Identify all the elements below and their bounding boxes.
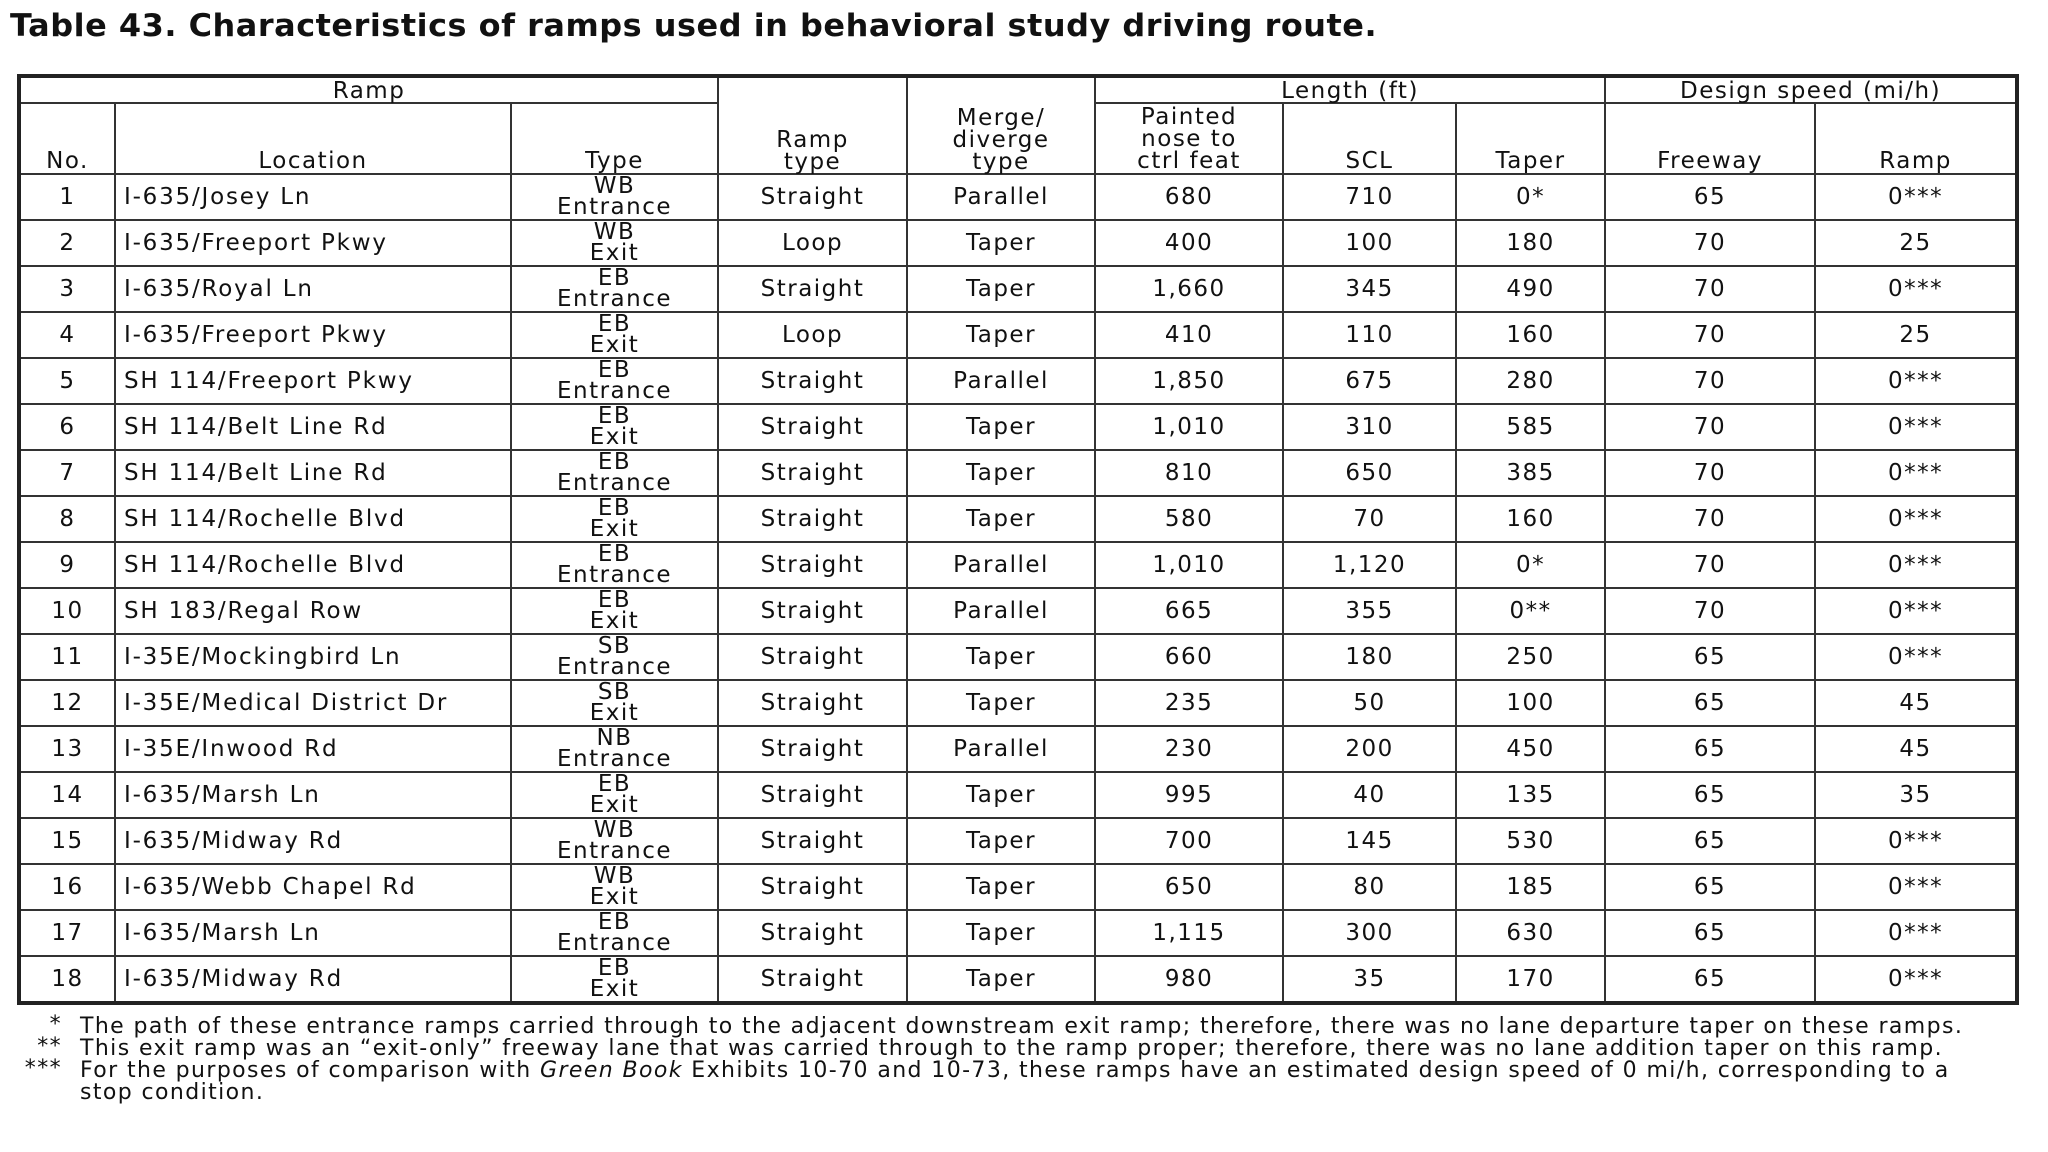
cell-freeway-speed: 70 bbox=[1605, 542, 1815, 588]
cell-ramp-type: Straight bbox=[718, 956, 907, 1003]
cell-type-kind: Entrance bbox=[556, 470, 673, 496]
cell-ramp-speed: 0*** bbox=[1815, 542, 2017, 588]
cell-scl: 40 bbox=[1283, 772, 1456, 818]
cell-merge-type: Taper bbox=[907, 266, 1095, 312]
cell-taper: 0* bbox=[1456, 542, 1605, 588]
cell-ramp-type: Straight bbox=[718, 772, 907, 818]
header-group-design-speed: Design speed (mi/h) bbox=[1605, 76, 2017, 103]
cell-freeway-speed: 65 bbox=[1605, 174, 1815, 220]
table-row bbox=[19, 956, 2017, 1003]
header-ramp-type: Ramp type bbox=[718, 76, 907, 174]
cell-taper: 250 bbox=[1456, 634, 1605, 680]
cell-type-kind: Entrance bbox=[556, 654, 673, 680]
cell-taper: 170 bbox=[1456, 956, 1605, 1003]
cell-no: 12 bbox=[19, 680, 115, 726]
cell-scl: 110 bbox=[1283, 312, 1456, 358]
cell-painted-nose: 810 bbox=[1095, 450, 1283, 496]
cell-type-direction: EB bbox=[597, 541, 632, 567]
cell-ramp-type: Straight bbox=[718, 726, 907, 772]
cell-type-direction: NB bbox=[596, 725, 633, 751]
cell-painted-nose: 410 bbox=[1095, 312, 1283, 358]
cell-freeway-speed: 70 bbox=[1605, 266, 1815, 312]
footnotes bbox=[20, 1012, 2010, 1105]
header-freeway-speed: Freeway bbox=[1605, 103, 1815, 174]
table-body bbox=[19, 174, 2017, 1003]
cell-type-kind: Exit bbox=[589, 332, 640, 358]
cell-freeway-speed: 70 bbox=[1605, 450, 1815, 496]
cell-type-kind: Exit bbox=[589, 240, 640, 266]
cell-painted-nose: 580 bbox=[1095, 496, 1283, 542]
footnote-text: This exit ramp was an “exit-only” freeway lane that was carried through to the ramp proper; therefore, there was no lane addition taper on this ramp. bbox=[80, 1036, 1943, 1061]
cell-ramp-type: Straight bbox=[718, 864, 907, 910]
cell-no: 1 bbox=[19, 174, 115, 220]
cell-no: 2 bbox=[19, 220, 115, 266]
cell-no: 17 bbox=[19, 910, 115, 956]
cell-freeway-speed: 70 bbox=[1605, 588, 1815, 634]
cell-painted-nose: 665 bbox=[1095, 588, 1283, 634]
cell-location: SH 183/Regal Row bbox=[115, 588, 511, 634]
cell-ramp-speed: 0*** bbox=[1815, 496, 2017, 542]
cell-location: I-635/Midway Rd bbox=[115, 956, 511, 1003]
cell-taper: 530 bbox=[1456, 818, 1605, 864]
cell-type-direction: EB bbox=[597, 495, 632, 521]
cell-painted-nose: 680 bbox=[1095, 174, 1283, 220]
cell-type bbox=[511, 588, 718, 634]
cell-type-direction: EB bbox=[597, 955, 632, 981]
cell-scl: 50 bbox=[1283, 680, 1456, 726]
cell-location: I-35E/Mockingbird Ln bbox=[115, 634, 511, 680]
cell-freeway-speed: 70 bbox=[1605, 496, 1815, 542]
cell-taper: 185 bbox=[1456, 864, 1605, 910]
cell-scl: 675 bbox=[1283, 358, 1456, 404]
cell-type-direction: SB bbox=[597, 633, 632, 659]
cell-type bbox=[511, 680, 718, 726]
cell-type bbox=[511, 818, 718, 864]
cell-type-kind: Exit bbox=[589, 884, 640, 910]
cell-ramp-speed: 0*** bbox=[1815, 864, 2017, 910]
cell-type-kind: Exit bbox=[589, 700, 640, 726]
cell-taper: 385 bbox=[1456, 450, 1605, 496]
cell-type-kind: Entrance bbox=[556, 930, 673, 956]
cell-no: 8 bbox=[19, 496, 115, 542]
cell-ramp-speed: 35 bbox=[1815, 772, 2017, 818]
cell-ramp-type: Loop bbox=[718, 312, 907, 358]
table-row bbox=[19, 634, 2017, 680]
header-group-row bbox=[19, 76, 2017, 103]
cell-merge-type: Taper bbox=[907, 404, 1095, 450]
cell-painted-nose: 1,010 bbox=[1095, 542, 1283, 588]
cell-taper: 450 bbox=[1456, 726, 1605, 772]
cell-painted-nose: 400 bbox=[1095, 220, 1283, 266]
cell-taper: 585 bbox=[1456, 404, 1605, 450]
cell-location: I-635/Marsh Ln bbox=[115, 910, 511, 956]
cell-type-direction: EB bbox=[597, 449, 632, 475]
cell-painted-nose: 1,850 bbox=[1095, 358, 1283, 404]
cell-merge-type: Parallel bbox=[907, 726, 1095, 772]
cell-location: SH 114/Rochelle Blvd bbox=[115, 496, 511, 542]
header-location: Location bbox=[115, 103, 511, 174]
table-row bbox=[19, 910, 2017, 956]
header-painted-nose: Painted nose to ctrl feat bbox=[1095, 103, 1283, 174]
cell-type-kind: Entrance bbox=[556, 378, 673, 404]
cell-ramp-speed: 0*** bbox=[1815, 956, 2017, 1003]
table-row bbox=[19, 864, 2017, 910]
cell-painted-nose: 650 bbox=[1095, 864, 1283, 910]
cell-merge-type: Taper bbox=[907, 772, 1095, 818]
cell-type bbox=[511, 450, 718, 496]
table-row bbox=[19, 266, 2017, 312]
cell-type-direction: WB bbox=[593, 817, 636, 843]
table-row bbox=[19, 404, 2017, 450]
cell-type bbox=[511, 174, 718, 220]
table-row bbox=[19, 358, 2017, 404]
cell-ramp-type: Straight bbox=[718, 818, 907, 864]
cell-ramp-speed: 25 bbox=[1815, 312, 2017, 358]
footnote-1 bbox=[20, 1012, 2010, 1039]
cell-type bbox=[511, 542, 718, 588]
cell-ramp-speed: 45 bbox=[1815, 726, 2017, 772]
cell-type bbox=[511, 726, 718, 772]
cell-freeway-speed: 65 bbox=[1605, 772, 1815, 818]
header-taper: Taper bbox=[1456, 103, 1605, 174]
table-row bbox=[19, 772, 2017, 818]
cell-painted-nose: 235 bbox=[1095, 680, 1283, 726]
cell-type-kind: Entrance bbox=[556, 838, 673, 864]
cell-taper: 180 bbox=[1456, 220, 1605, 266]
cell-scl: 145 bbox=[1283, 818, 1456, 864]
header-ramp-speed: Ramp bbox=[1815, 103, 2017, 174]
cell-type-kind: Exit bbox=[589, 516, 640, 542]
cell-painted-nose: 980 bbox=[1095, 956, 1283, 1003]
cell-type-kind: Entrance bbox=[556, 746, 673, 772]
cell-scl: 80 bbox=[1283, 864, 1456, 910]
cell-ramp-speed: 25 bbox=[1815, 220, 2017, 266]
cell-painted-nose: 660 bbox=[1095, 634, 1283, 680]
cell-type-direction: EB bbox=[597, 909, 632, 935]
cell-scl: 1,120 bbox=[1283, 542, 1456, 588]
cell-freeway-speed: 65 bbox=[1605, 910, 1815, 956]
cell-location: SH 114/Belt Line Rd bbox=[115, 404, 511, 450]
cell-ramp-type: Straight bbox=[718, 680, 907, 726]
cell-freeway-speed: 65 bbox=[1605, 818, 1815, 864]
cell-type bbox=[511, 404, 718, 450]
cell-no: 15 bbox=[19, 818, 115, 864]
cell-ramp-type: Straight bbox=[718, 588, 907, 634]
cell-merge-type: Taper bbox=[907, 910, 1095, 956]
cell-ramp-type: Straight bbox=[718, 174, 907, 220]
cell-ramp-type: Straight bbox=[718, 358, 907, 404]
cell-location: I-635/Josey Ln bbox=[115, 174, 511, 220]
header-no: No. bbox=[19, 103, 115, 174]
cell-scl: 35 bbox=[1283, 956, 1456, 1003]
cell-type-kind: Entrance bbox=[556, 286, 673, 312]
footnote-marker: * bbox=[49, 1012, 62, 1037]
cell-type bbox=[511, 956, 718, 1003]
cell-merge-type: Taper bbox=[907, 634, 1095, 680]
cell-ramp-speed: 0*** bbox=[1815, 358, 2017, 404]
cell-location: SH 114/Belt Line Rd bbox=[115, 450, 511, 496]
cell-ramp-speed: 0*** bbox=[1815, 404, 2017, 450]
footnote-text: For the purposes of comparison with Green Book Exhibits 10-70 and 10-73, these ramps have an estimated design speed of 0 mi/h, corresponding to a stop condition. bbox=[80, 1058, 1950, 1105]
cell-ramp-type: Straight bbox=[718, 634, 907, 680]
cell-type-kind: Exit bbox=[589, 976, 640, 1002]
cell-merge-type: Parallel bbox=[907, 588, 1095, 634]
cell-location: I-635/Midway Rd bbox=[115, 818, 511, 864]
cell-type-kind: Entrance bbox=[556, 194, 673, 220]
header-scl: SCL bbox=[1283, 103, 1456, 174]
footnote-3 bbox=[20, 1056, 2010, 1105]
table-row bbox=[19, 818, 2017, 864]
cell-taper: 160 bbox=[1456, 312, 1605, 358]
cell-scl: 100 bbox=[1283, 220, 1456, 266]
cell-taper: 630 bbox=[1456, 910, 1605, 956]
footnote-text: The path of these entrance ramps carried through to the adjacent downstream exit ramp; therefore, there was no lane departure taper on these ramps. bbox=[80, 1014, 1964, 1039]
cell-ramp-type: Straight bbox=[718, 910, 907, 956]
table-title: Table 43. Characteristics of ramps used in behavioral study driving route. bbox=[10, 8, 1378, 44]
cell-location: SH 114/Rochelle Blvd bbox=[115, 542, 511, 588]
cell-type-direction: WB bbox=[593, 863, 636, 889]
cell-scl: 345 bbox=[1283, 266, 1456, 312]
cell-ramp-speed: 0*** bbox=[1815, 174, 2017, 220]
cell-type-direction: SB bbox=[597, 679, 632, 705]
cell-location: SH 114/Freeport Pkwy bbox=[115, 358, 511, 404]
cell-type bbox=[511, 910, 718, 956]
cell-scl: 200 bbox=[1283, 726, 1456, 772]
cell-type bbox=[511, 220, 718, 266]
cell-ramp-speed: 0*** bbox=[1815, 634, 2017, 680]
cell-no: 4 bbox=[19, 312, 115, 358]
cell-no: 13 bbox=[19, 726, 115, 772]
cell-freeway-speed: 65 bbox=[1605, 680, 1815, 726]
cell-type bbox=[511, 634, 718, 680]
cell-scl: 355 bbox=[1283, 588, 1456, 634]
cell-merge-type: Taper bbox=[907, 680, 1095, 726]
cell-type-kind: Exit bbox=[589, 608, 640, 634]
cell-no: 14 bbox=[19, 772, 115, 818]
cell-merge-type: Taper bbox=[907, 450, 1095, 496]
cell-merge-type: Parallel bbox=[907, 358, 1095, 404]
cell-scl: 300 bbox=[1283, 910, 1456, 956]
cell-type-direction: WB bbox=[593, 173, 636, 199]
cell-type-kind: Exit bbox=[589, 424, 640, 450]
cell-type bbox=[511, 266, 718, 312]
cell-type bbox=[511, 864, 718, 910]
cell-type-direction: EB bbox=[597, 771, 632, 797]
cell-freeway-speed: 70 bbox=[1605, 220, 1815, 266]
cell-location: I-635/Marsh Ln bbox=[115, 772, 511, 818]
cell-type-direction: WB bbox=[593, 219, 636, 245]
cell-no: 6 bbox=[19, 404, 115, 450]
cell-ramp-speed: 0*** bbox=[1815, 450, 2017, 496]
cell-ramp-speed: 45 bbox=[1815, 680, 2017, 726]
cell-ramp-type: Loop bbox=[718, 220, 907, 266]
cell-taper: 0** bbox=[1456, 588, 1605, 634]
cell-ramp-type: Straight bbox=[718, 266, 907, 312]
cell-no: 10 bbox=[19, 588, 115, 634]
cell-freeway-speed: 65 bbox=[1605, 956, 1815, 1003]
cell-freeway-speed: 70 bbox=[1605, 404, 1815, 450]
header-group-ramp: Ramp bbox=[19, 76, 718, 103]
header-merge-diverge-type: Merge/ diverge type bbox=[907, 76, 1095, 174]
footnote-2 bbox=[20, 1034, 2010, 1061]
cell-location: I-35E/Inwood Rd bbox=[115, 726, 511, 772]
cell-freeway-speed: 65 bbox=[1605, 634, 1815, 680]
cell-taper: 100 bbox=[1456, 680, 1605, 726]
cell-merge-type: Parallel bbox=[907, 542, 1095, 588]
table-row bbox=[19, 174, 2017, 220]
cell-location: I-35E/Medical District Dr bbox=[115, 680, 511, 726]
cell-taper: 135 bbox=[1456, 772, 1605, 818]
cell-merge-type: Taper bbox=[907, 818, 1095, 864]
cell-no: 16 bbox=[19, 864, 115, 910]
cell-no: 3 bbox=[19, 266, 115, 312]
cell-painted-nose: 700 bbox=[1095, 818, 1283, 864]
cell-location: I-635/Royal Ln bbox=[115, 266, 511, 312]
cell-taper: 280 bbox=[1456, 358, 1605, 404]
footnote-marker: ** bbox=[37, 1034, 62, 1059]
cell-no: 11 bbox=[19, 634, 115, 680]
cell-type bbox=[511, 312, 718, 358]
cell-scl: 70 bbox=[1283, 496, 1456, 542]
cell-merge-type: Taper bbox=[907, 312, 1095, 358]
cell-location: I-635/Freeport Pkwy bbox=[115, 312, 511, 358]
cell-merge-type: Taper bbox=[907, 496, 1095, 542]
cell-no: 5 bbox=[19, 358, 115, 404]
table-row bbox=[19, 312, 2017, 358]
table-row bbox=[19, 496, 2017, 542]
cell-merge-type: Taper bbox=[907, 220, 1095, 266]
header-group-length: Length (ft) bbox=[1095, 76, 1605, 103]
cell-merge-type: Taper bbox=[907, 956, 1095, 1003]
cell-painted-nose: 1,660 bbox=[1095, 266, 1283, 312]
cell-ramp-type: Straight bbox=[718, 450, 907, 496]
cell-taper: 160 bbox=[1456, 496, 1605, 542]
cell-painted-nose: 230 bbox=[1095, 726, 1283, 772]
cell-ramp-speed: 0*** bbox=[1815, 588, 2017, 634]
footnote-italic-reference: Green Book bbox=[540, 1058, 683, 1083]
table-row bbox=[19, 726, 2017, 772]
cell-type-kind: Exit bbox=[589, 792, 640, 818]
cell-freeway-speed: 70 bbox=[1605, 312, 1815, 358]
table-row bbox=[19, 542, 2017, 588]
cell-taper: 490 bbox=[1456, 266, 1605, 312]
cell-location: I-635/Webb Chapel Rd bbox=[115, 864, 511, 910]
table-row bbox=[19, 450, 2017, 496]
cell-ramp-speed: 0*** bbox=[1815, 266, 2017, 312]
footnote-marker: *** bbox=[24, 1056, 62, 1081]
ramps-table bbox=[17, 74, 2019, 1005]
cell-ramp-speed: 0*** bbox=[1815, 910, 2017, 956]
cell-type bbox=[511, 772, 718, 818]
ramps-table-container bbox=[17, 74, 2015, 1005]
cell-ramp-speed: 0*** bbox=[1815, 818, 2017, 864]
cell-freeway-speed: 65 bbox=[1605, 726, 1815, 772]
cell-type-direction: EB bbox=[597, 587, 632, 613]
cell-taper: 0* bbox=[1456, 174, 1605, 220]
cell-type-direction: EB bbox=[597, 265, 632, 291]
cell-type bbox=[511, 358, 718, 404]
header-type: Type bbox=[511, 103, 718, 174]
cell-type-direction: EB bbox=[597, 311, 632, 337]
cell-scl: 710 bbox=[1283, 174, 1456, 220]
cell-no: 18 bbox=[19, 956, 115, 1003]
cell-location: I-635/Freeport Pkwy bbox=[115, 220, 511, 266]
cell-scl: 310 bbox=[1283, 404, 1456, 450]
cell-ramp-type: Straight bbox=[718, 542, 907, 588]
cell-no: 7 bbox=[19, 450, 115, 496]
cell-no: 9 bbox=[19, 542, 115, 588]
cell-scl: 650 bbox=[1283, 450, 1456, 496]
table-row bbox=[19, 588, 2017, 634]
cell-painted-nose: 995 bbox=[1095, 772, 1283, 818]
cell-type-kind: Entrance bbox=[556, 562, 673, 588]
cell-merge-type: Parallel bbox=[907, 174, 1095, 220]
cell-type-direction: EB bbox=[597, 403, 632, 429]
cell-painted-nose: 1,115 bbox=[1095, 910, 1283, 956]
cell-ramp-type: Straight bbox=[718, 404, 907, 450]
cell-type bbox=[511, 496, 718, 542]
cell-scl: 180 bbox=[1283, 634, 1456, 680]
cell-freeway-speed: 65 bbox=[1605, 864, 1815, 910]
cell-ramp-type: Straight bbox=[718, 496, 907, 542]
cell-painted-nose: 1,010 bbox=[1095, 404, 1283, 450]
table-row bbox=[19, 220, 2017, 266]
cell-freeway-speed: 70 bbox=[1605, 358, 1815, 404]
cell-type-direction: EB bbox=[597, 357, 632, 383]
cell-merge-type: Taper bbox=[907, 864, 1095, 910]
table-row bbox=[19, 680, 2017, 726]
